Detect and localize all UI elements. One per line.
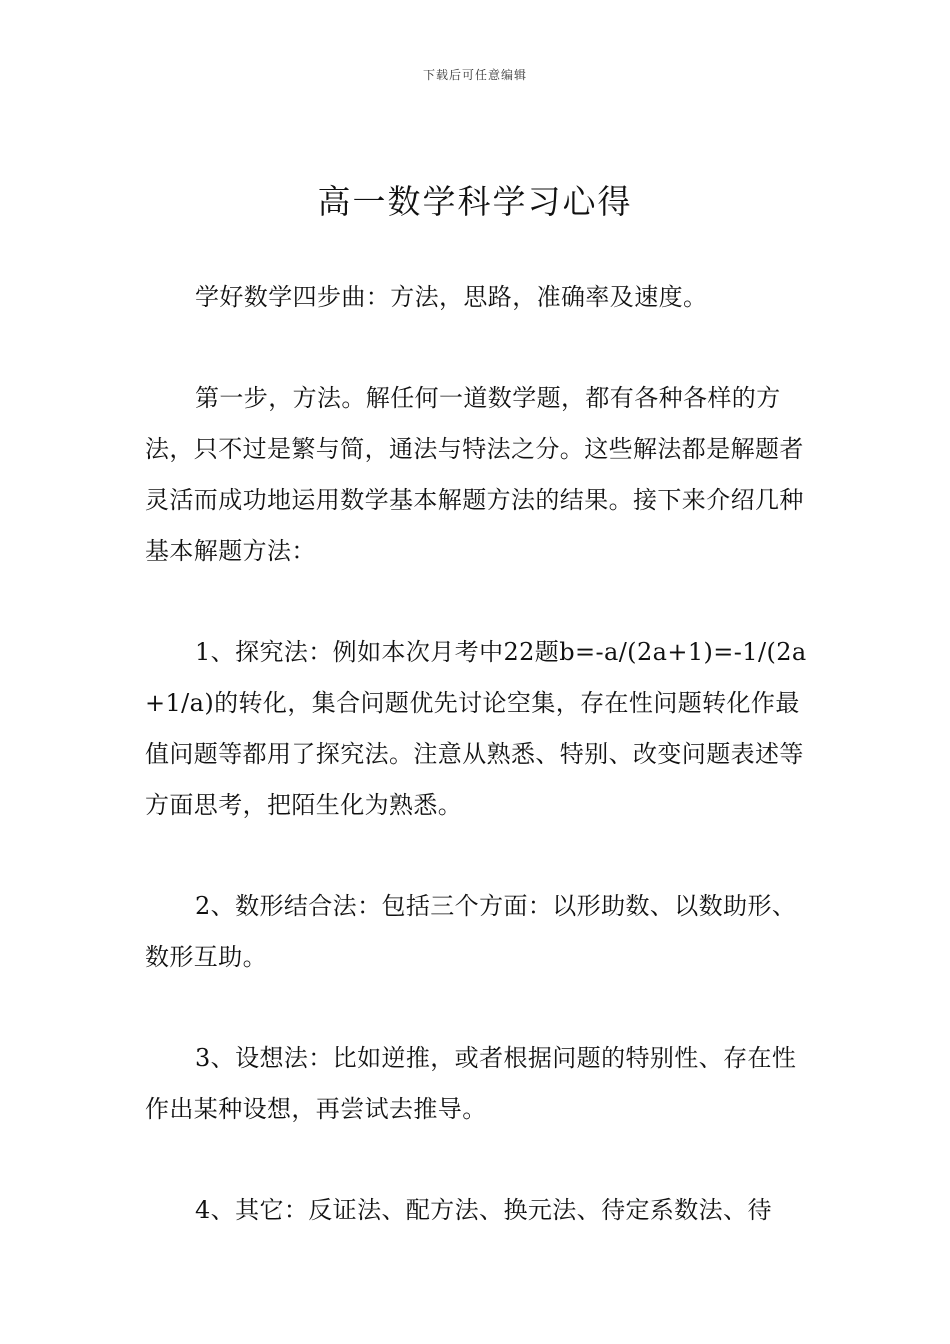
paragraph-step-one: 第一步，方法。解任何一道数学题，都有各种各样的方法，只不过是繁与简，通法与特法之分。这些解法都是解题者灵活而成功地运用数学基本解题方法的结果。接下来介绍几种基本解题方法：: [145, 384, 804, 565]
paragraph-method-assumption: 3、设想法：比如逆推，或者根据问题的特别性、存在性作出某种设想，再尝试去推导。: [145, 1044, 797, 1123]
paragraph-intro: 学好数学四步曲：方法，思路，准确率及速度。: [195, 283, 708, 311]
header-note: 下载后可任意编辑: [422, 68, 527, 82]
paragraph-method-shape-number: 2、数形结合法：包括三个方面：以形助数、以数助形、数形互助。: [145, 892, 797, 971]
document-body: [145, 272, 810, 1286]
paragraph-method-explore: 1、探究法：例如本次月考中22题b=-a/(2a+1)=-1/(2a+1/a)的转化，集合问题优先讨论空集，存在性问题转化作最值问题等都用了探究法。注意从熟悉、特别、改变问题表述等方面思考，把陌生化为熟悉。: [145, 638, 807, 819]
paragraph-method-other: 4、其它：反证法、配方法、换元法、待定系数法、待: [195, 1196, 772, 1224]
document-title: 高一数学科学习心得: [317, 182, 633, 221]
